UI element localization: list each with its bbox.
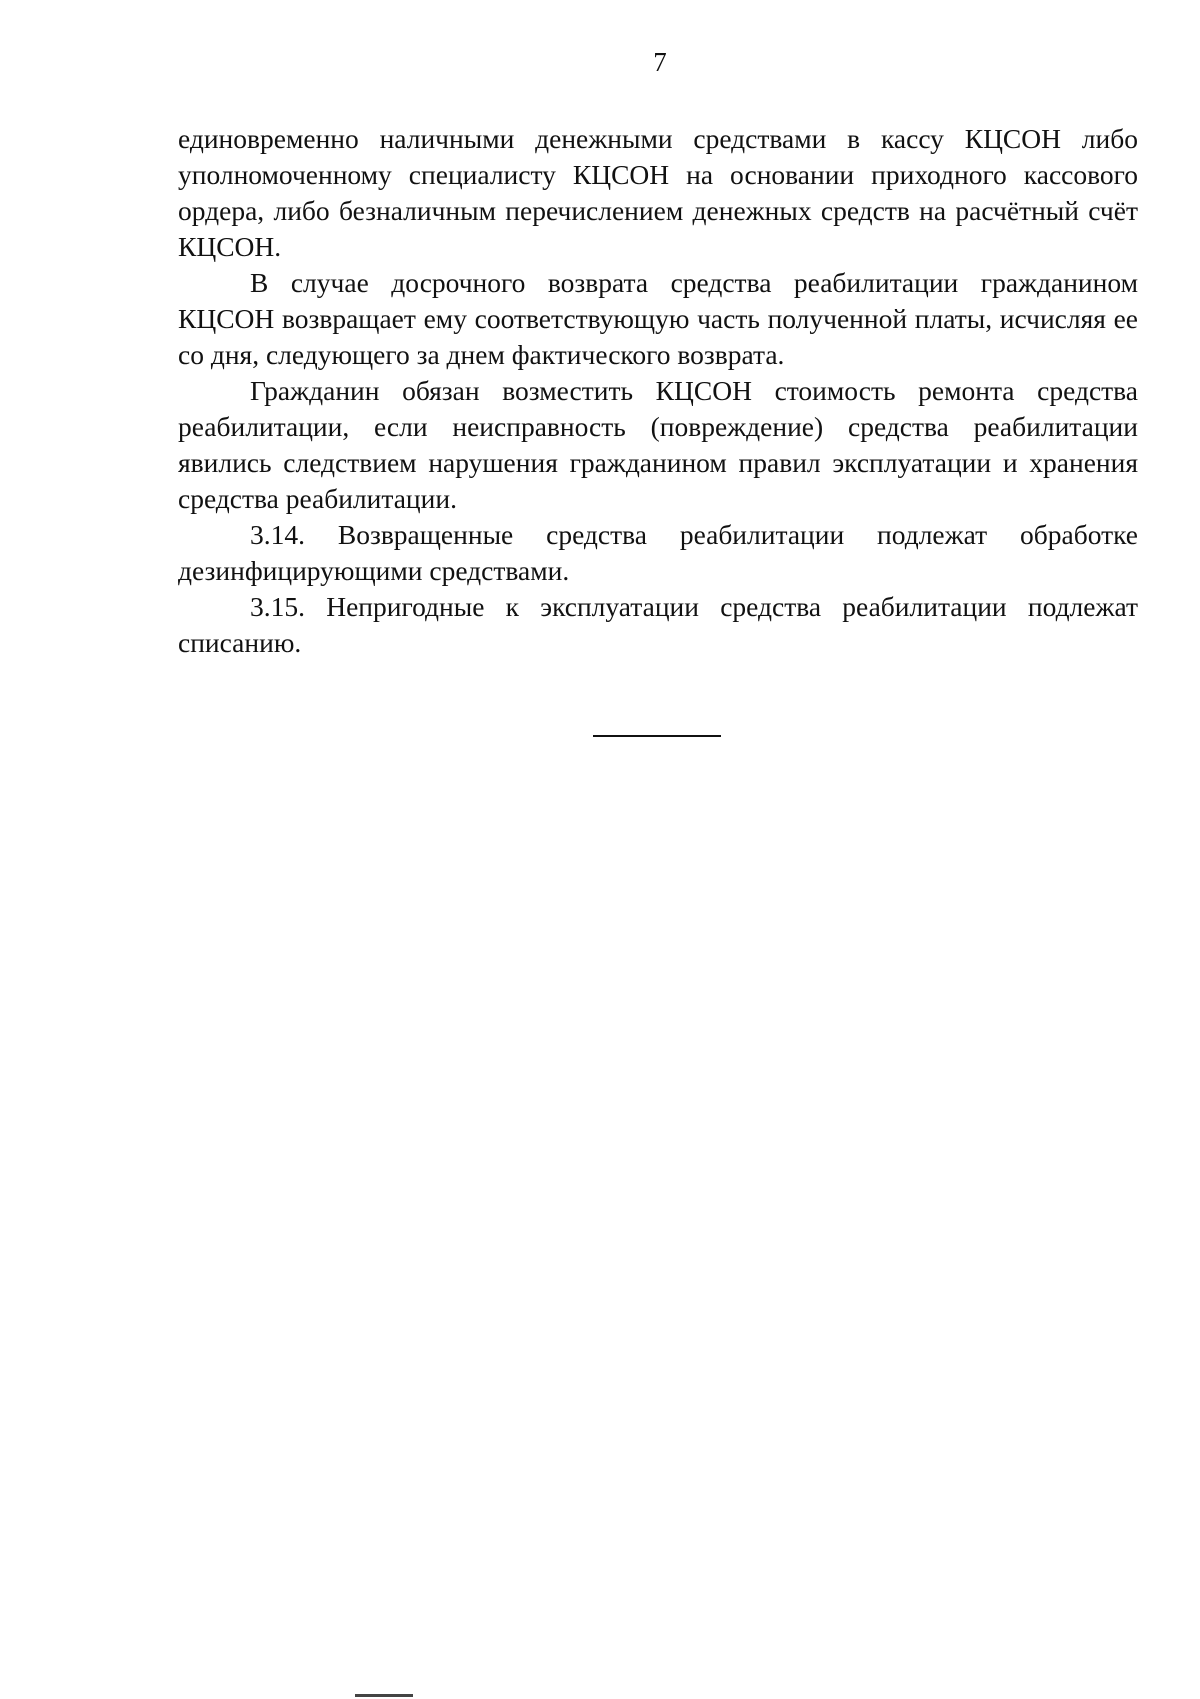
paragraph-3-14-disinfection: 3.14. Возвращенные средства реабилитации подлежат обработке дезинфицирующими средствами. (178, 519, 1138, 586)
end-of-text-rule (593, 735, 721, 737)
page-number: 7 (653, 47, 667, 77)
paragraph-repair-compensation: Гражданин обязан возместить КЦСОН стоимость ремонта средства реабилитации, если неисправность (повреждение) средства реабилитации явились следствием нарушения гражданином правил эксплуатации и хранения средства реабилитации. (178, 375, 1138, 514)
document-body (178, 121, 1138, 661)
scan-edge-mark (355, 1694, 413, 1697)
paragraph-early-return: В случае досрочного возврата средства реабилитации гражданином КЦСОН возвращает ему соответствующую часть полученной платы, исчисляя ее со дня, следующего за днем фактического возврата. (178, 267, 1138, 370)
paragraph-continuation: единовременно наличными денежными средствами в кассу КЦСОН либо уполномоченному специалисту КЦСОН на основании приходного кассового ордера, либо безналичным перечислением денежных средств на расчётный счёт КЦСОН. (178, 123, 1138, 262)
paragraph-3-15-write-off: 3.15. Непригодные к эксплуатации средства реабилитации подлежат списанию. (178, 591, 1138, 658)
